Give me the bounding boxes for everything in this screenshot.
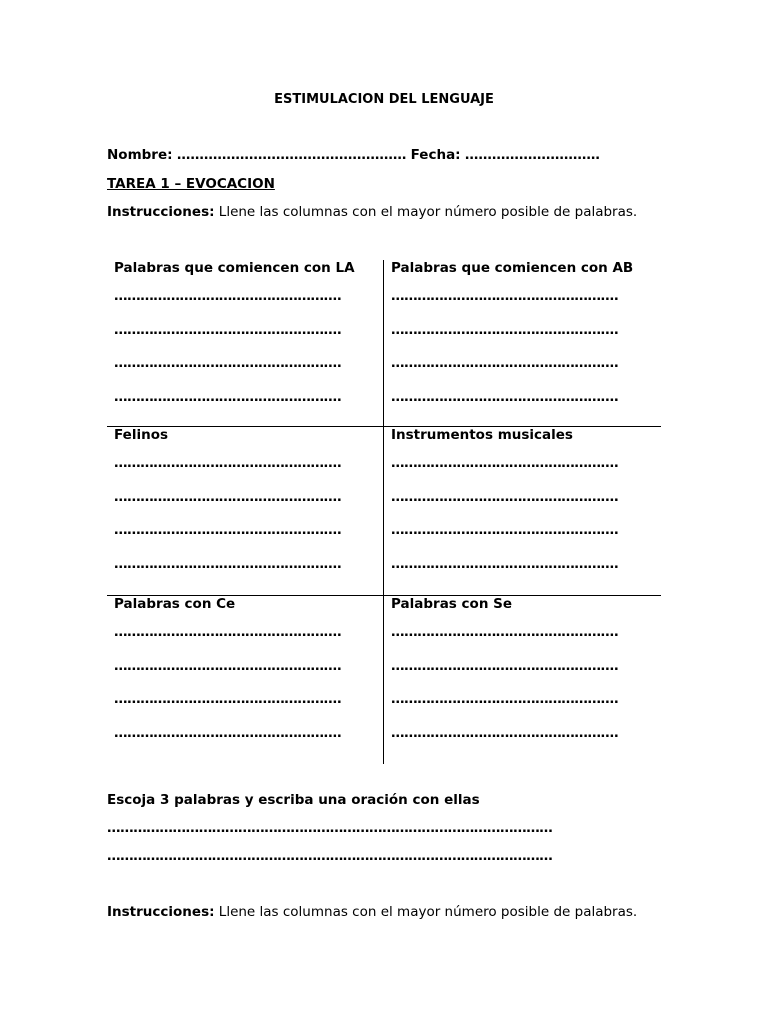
footer-instructions [107,904,637,920]
page-title: ESTIMULACION DEL LENGUAJE [274,92,494,107]
cell-ab [391,260,661,414]
cell-heading: Palabras con Ce [114,596,236,612]
fecha-field[interactable]: ………………………… [464,147,600,163]
cell-la [114,260,384,414]
answer-line[interactable]: ……………………………………………. [114,657,342,674]
name-date-line [107,147,600,163]
sentence-prompt: Escoja 3 palabras y escriba una oración con ellas [107,792,480,808]
answer-line[interactable]: ……………………………………………. [114,321,342,338]
answer-line[interactable]: ……………………………………………. [114,691,342,707]
answer-line[interactable]: ……………………………………………. [391,555,619,572]
answer-line[interactable]: ……………………………………………. [391,388,619,405]
sentence-line-1[interactable]: ………………………………………………………………………………………… [107,820,553,836]
cell-heading: Instrumentos musicales [391,427,573,443]
answer-line[interactable]: ……………………………………………. [114,624,342,640]
answer-line[interactable]: ……………………………………………. [391,455,619,471]
answer-line[interactable]: ……………………………………………. [114,488,342,505]
evocation-table [107,260,661,764]
answer-line[interactable]: ……………………………………………. [114,455,342,471]
sentence-line-2[interactable]: ………………………………………………………………………………………… [107,848,553,864]
answer-line[interactable]: ……………………………………………. [391,691,619,707]
task-instructions [107,204,637,220]
instructions-label: Instrucciones: [107,204,215,220]
cell-felinos [114,427,384,581]
answer-line[interactable]: ……………………………………………. [114,522,342,538]
answer-line[interactable]: ……………………………………………. [114,288,342,304]
instructions-text: Llene las columnas con el mayor número posible de palabras. [214,904,638,920]
answer-line[interactable]: ……………………………………………. [391,657,619,674]
cell-heading: Palabras con Se [391,596,513,612]
answer-line[interactable]: ……………………………………………. [114,388,342,405]
answer-line[interactable]: ……………………………………………. [391,288,619,304]
answer-line[interactable]: ……………………………………………. [114,355,342,371]
cell-instrumentos [391,427,661,581]
answer-line[interactable]: ……………………………………………. [391,522,619,538]
nombre-field[interactable]: …………………………………………… [176,147,407,163]
instructions-label: Instrucciones: [107,904,215,920]
answer-line[interactable]: ……………………………………………. [391,355,619,371]
answer-line[interactable]: ……………………………………………. [391,488,619,505]
cell-se [391,596,661,750]
task-title: TAREA 1 – EVOCACION [107,176,275,192]
answer-line[interactable]: ……………………………………………. [391,724,619,741]
cell-heading: Felinos [114,427,169,443]
instructions-text: Llene las columnas con el mayor número posible de palabras. [214,204,638,220]
answer-line[interactable]: ……………………………………………. [114,724,342,741]
cell-heading: Palabras que comiencen con AB [391,260,634,276]
cell-ce [114,596,384,750]
answer-line[interactable]: ……………………………………………. [114,555,342,572]
answer-line[interactable]: ……………………………………………. [391,321,619,338]
fecha-label: Fecha: [410,147,461,163]
cell-heading: Palabras que comiencen con LA [114,260,355,276]
answer-line[interactable]: ……………………………………………. [391,624,619,640]
nombre-label: Nombre: [107,147,173,163]
